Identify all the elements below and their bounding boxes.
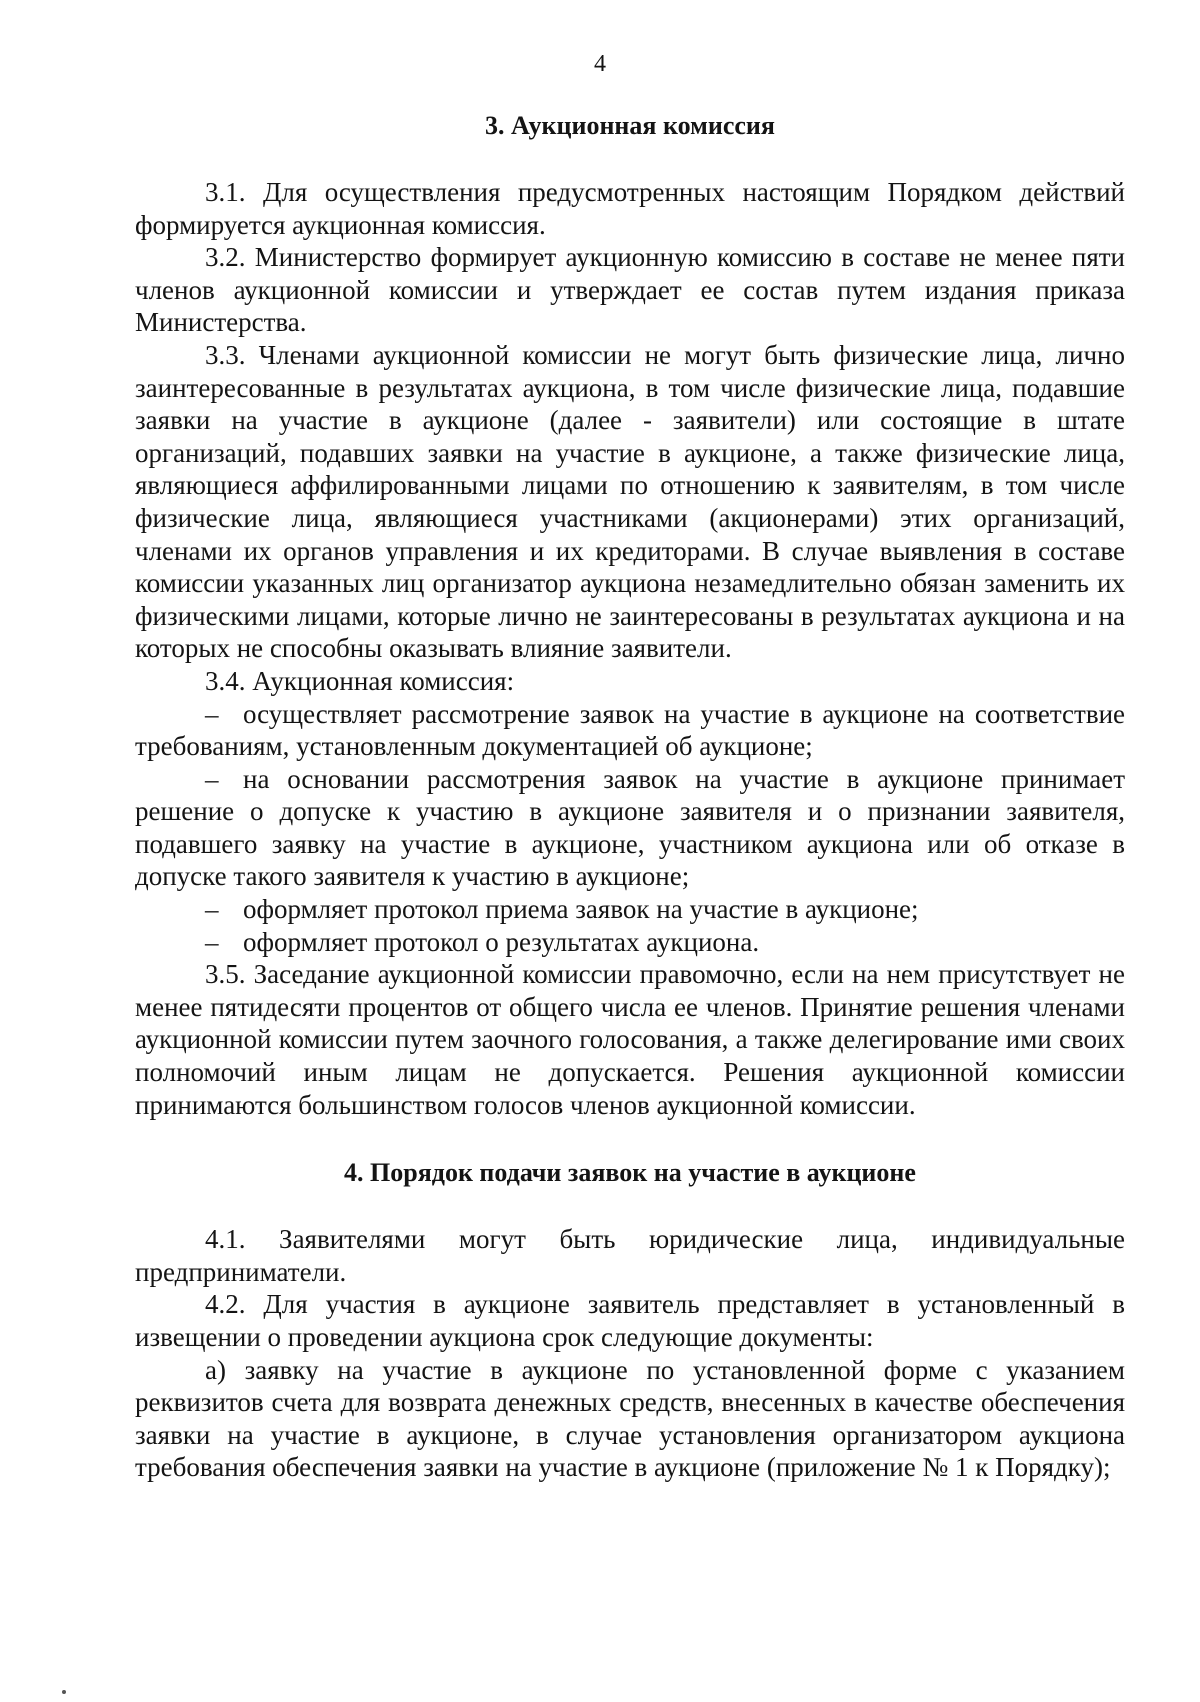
paragraph-3-5: 3.5. Заседание аукционной комиссии правомочно, если на нем присутствует не менее пятидесяти процентов от общего числа ее членов. Принятие решения членами аукционной комиссии путем заочного голосования, а также делегирование ими своих полномочий иным лицам не допускается. Решения аукционной комиссии принимаются большинством голосов членов аукционной комиссии. — [135, 959, 1125, 1120]
paragraph-4-2: 4.2. Для участия в аукционе заявитель представляет в установленный в извещении о проведении аукциона срок следующие документы: — [135, 1289, 1125, 1352]
paragraph-3-4: 3.4. Аукционная комиссия: — [205, 665, 515, 696]
list-item-text: оформляет протокол приема заявок на участие в аукционе; — [243, 894, 919, 925]
document-body — [135, 110, 1125, 1484]
section-3-heading: 3. Аукционная комиссия — [485, 111, 775, 140]
list-item-3-4-3 — [135, 893, 1125, 926]
dash-bullet: – — [205, 926, 219, 957]
paragraph-4-1: 4.1. Заявителями могут быть юридические лица, индивидуальные предприниматели. — [135, 1224, 1125, 1287]
list-item-text: на основании рассмотрения заявок на участие в аукционе принимает решение о допуске к участию в аукционе заявителя и о признании заявителя, подавшего заявку на участие в аукционе, участником аукциона или об отказе в допуске такого заявителя к участию в аукционе; — [135, 763, 1125, 892]
dash-bullet: – — [205, 894, 219, 925]
scan-speck — [62, 1690, 66, 1694]
dash-bullet: – — [205, 698, 219, 729]
list-item-3-4-4 — [135, 926, 1125, 959]
dash-bullet: – — [205, 763, 219, 794]
paragraph-4-2-a: а) заявку на участие в аукционе по установленной форме с указанием реквизитов счета для возврата денежных средств, внесенных в качестве обеспечения заявки на участие в аукционе, в случае установления организатором аукциона требования обеспечения заявки на участие в аукционе (приложение № 1 к Порядку); — [135, 1354, 1125, 1483]
list-item-text: оформляет протокол о результатах аукциона. — [243, 926, 760, 957]
list-item-3-4-1 — [135, 698, 1125, 763]
page-number: 4 — [594, 51, 606, 77]
section-4-heading: 4. Порядок подачи заявок на участие в аукционе — [344, 1158, 916, 1188]
paragraph-3-1: 3.1. Для осуществления предусмотренных настоящим Порядком действий формируется аукционная комиссия. — [135, 177, 1125, 240]
paragraph-3-3: 3.3. Членами аукционной комиссии не могут быть физические лица, лично заинтересованные в результатах аукциона, в том числе физические лица, подавшие заявки на участие в аукционе (далее - заявители) или состоящие в штате организаций, подавших заявки на участие в аукционе, а также физические лица, являющиеся аффилированными лицами по отношению к заявителям, в том числе физические лица, являющиеся участниками (акционерами) этих организаций, членами их органов управления и их кредиторами. В случае выявления в составе комиссии указанных лиц организатор аукциона незамедлительно обязан заменить их физическими лицами, которые лично не заинтересованы в результатах аукциона и на которых не способны оказывать влияние заявители. — [135, 339, 1125, 664]
list-item-3-4-2 — [135, 763, 1125, 893]
list-item-text: осуществляет рассмотрение заявок на участие в аукционе на соответствие требованиям, установленным документацией об аукционе; — [135, 698, 1125, 762]
paragraph-3-2: 3.2. Министерство формирует аукционную комиссию в составе не менее пяти членов аукционной комиссии и утверждает ее состав путем издания приказа Министерства. — [135, 242, 1125, 338]
